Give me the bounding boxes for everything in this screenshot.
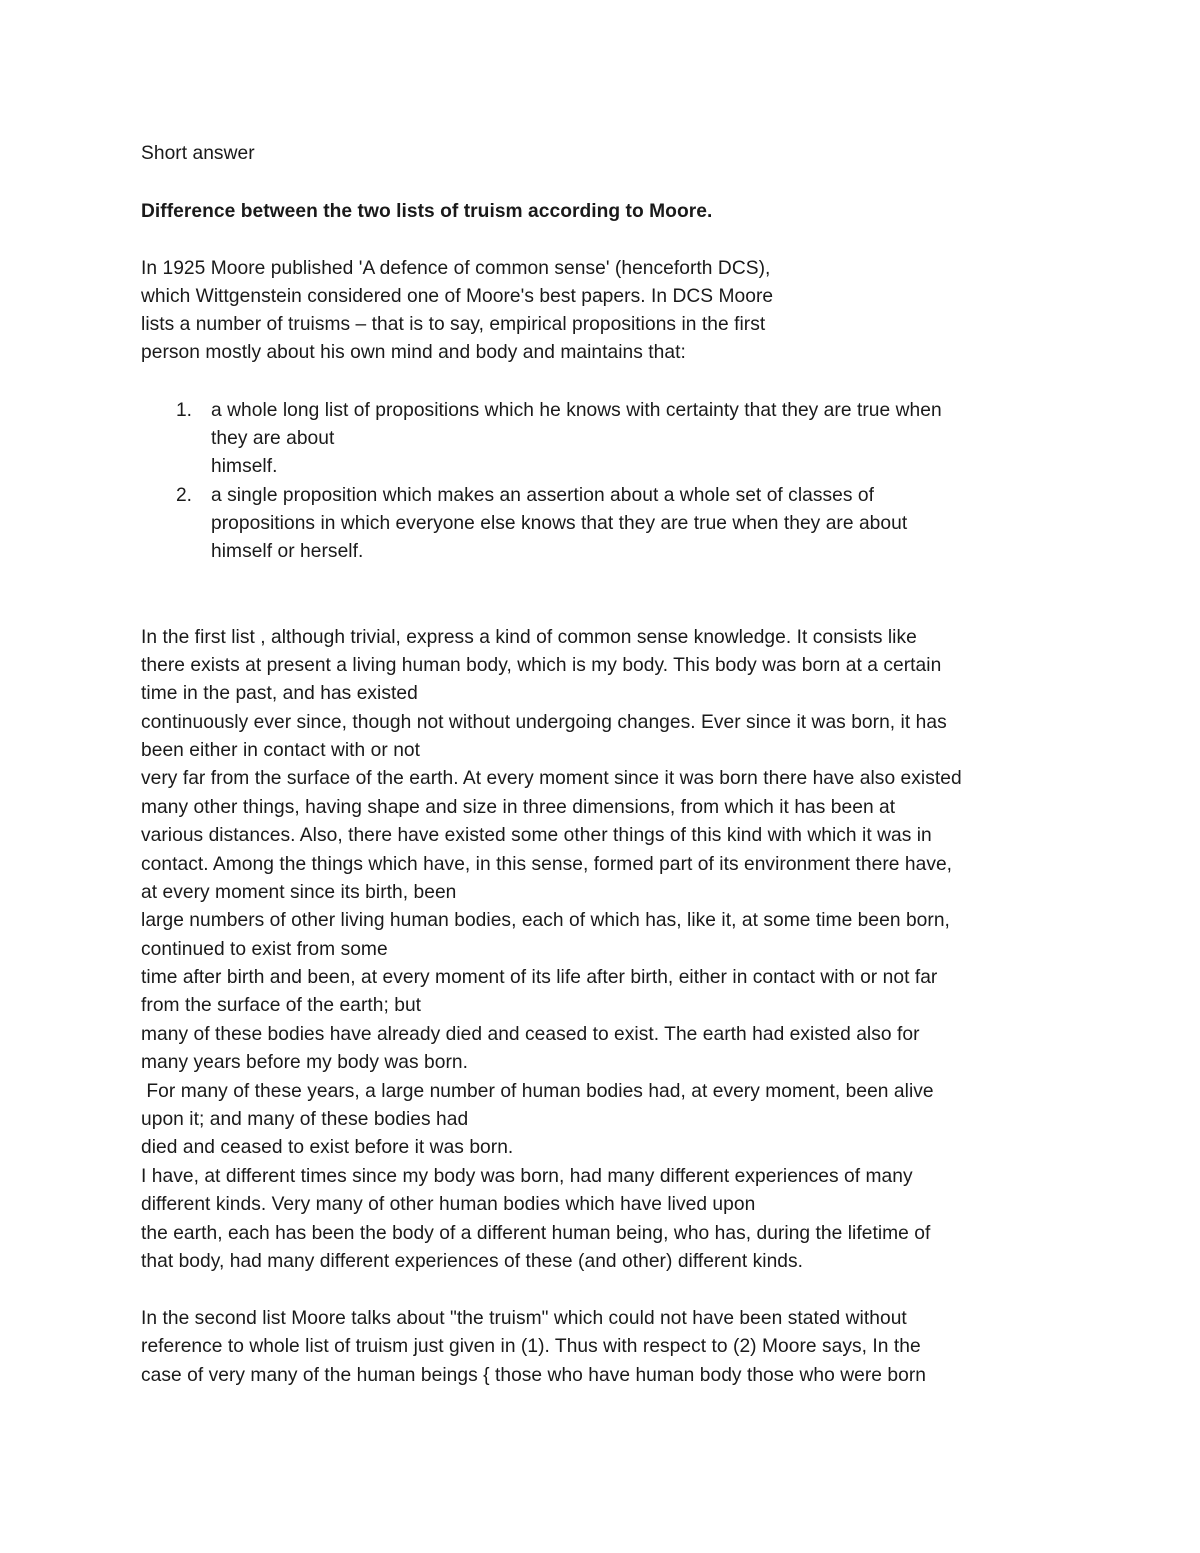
text-line: at every moment since its birth, been bbox=[141, 882, 457, 903]
text-line: a whole long list of propositions which he knows with certainty that they are true when bbox=[211, 400, 942, 421]
question-title: Difference between the two lists of truism according to Moore. bbox=[141, 201, 713, 222]
text-line: many other things, having shape and size in three dimensions, from which it has been at bbox=[141, 797, 896, 818]
text-line: In the first list , although trivial, express a kind of common sense knowledge. It consists like bbox=[141, 627, 917, 648]
text-line: upon it; and many of these bodies had bbox=[141, 1109, 469, 1130]
text-line: died and ceased to exist before it was born. bbox=[141, 1137, 514, 1158]
text-line: time after birth and been, at every moment of its life after birth, either in contact with or not far bbox=[141, 967, 938, 988]
text-line: time in the past, and has existed bbox=[141, 683, 418, 704]
text-line: In 1925 Moore published 'A defence of common sense' (henceforth DCS), bbox=[141, 258, 771, 279]
text-line: person mostly about his own mind and body and maintains that: bbox=[141, 342, 686, 363]
text-line: I have, at different times since my body was born, had many different experiences of many bbox=[141, 1166, 913, 1187]
text-line: a single proposition which makes an assertion about a whole set of classes of bbox=[211, 485, 874, 506]
text-line: that body, had many different experiences of these (and other) different kinds. bbox=[141, 1251, 804, 1272]
text-line: case of very many of the human beings { those who have human body those who were born bbox=[141, 1365, 927, 1386]
text-line: various distances. Also, there have existed some other things of this kind with which it was in bbox=[141, 825, 932, 846]
text-line: continued to exist from some bbox=[141, 939, 388, 960]
text-line: been either in contact with or not bbox=[141, 740, 421, 761]
text-line: large numbers of other living human bodies, each of which has, like it, at some time been born, bbox=[141, 910, 950, 931]
text-line: they are about bbox=[211, 428, 335, 449]
list-number: 1. bbox=[176, 400, 193, 421]
text-line: reference to whole list of truism just given in (1). Thus with respect to (2) Moore says, In the bbox=[141, 1336, 921, 1357]
text-line: which Wittgenstein considered one of Moore's best papers. In DCS Moore bbox=[141, 286, 774, 307]
list-number: 2. bbox=[176, 485, 193, 506]
text-line: different kinds. Very many of other human bodies which have lived upon bbox=[141, 1194, 756, 1215]
text-line: very far from the surface of the earth. At every moment since it was born there have also existed bbox=[141, 768, 962, 789]
text-line: many of these bodies have already died and ceased to exist. The earth had existed also for bbox=[141, 1024, 920, 1045]
text-line: himself. bbox=[211, 456, 278, 477]
text-line: propositions in which everyone else knows that they are true when they are about bbox=[211, 513, 908, 534]
text-line: there exists at present a living human body, which is my body. This body was born at a certain bbox=[141, 655, 942, 676]
text-line: many years before my body was born. bbox=[141, 1052, 469, 1073]
section-heading: Short answer bbox=[141, 143, 255, 164]
text-line: the earth, each has been the body of a different human being, who has, during the lifetime of bbox=[141, 1223, 931, 1244]
text-line: For many of these years, a large number of human bodies had, at every moment, been alive bbox=[141, 1081, 934, 1102]
text-line: from the surface of the earth; but bbox=[141, 995, 422, 1016]
text-line: himself or herself. bbox=[211, 541, 364, 562]
text-line: contact. Among the things which have, in this sense, formed part of its environment there have, bbox=[141, 854, 953, 875]
text-line: lists a number of truisms – that is to say, empirical propositions in the first bbox=[141, 314, 766, 335]
text-line: In the second list Moore talks about "the truism" which could not have been stated without bbox=[141, 1308, 907, 1329]
text-line: continuously ever since, though not without undergoing changes. Ever since it was born, it has bbox=[141, 712, 947, 733]
